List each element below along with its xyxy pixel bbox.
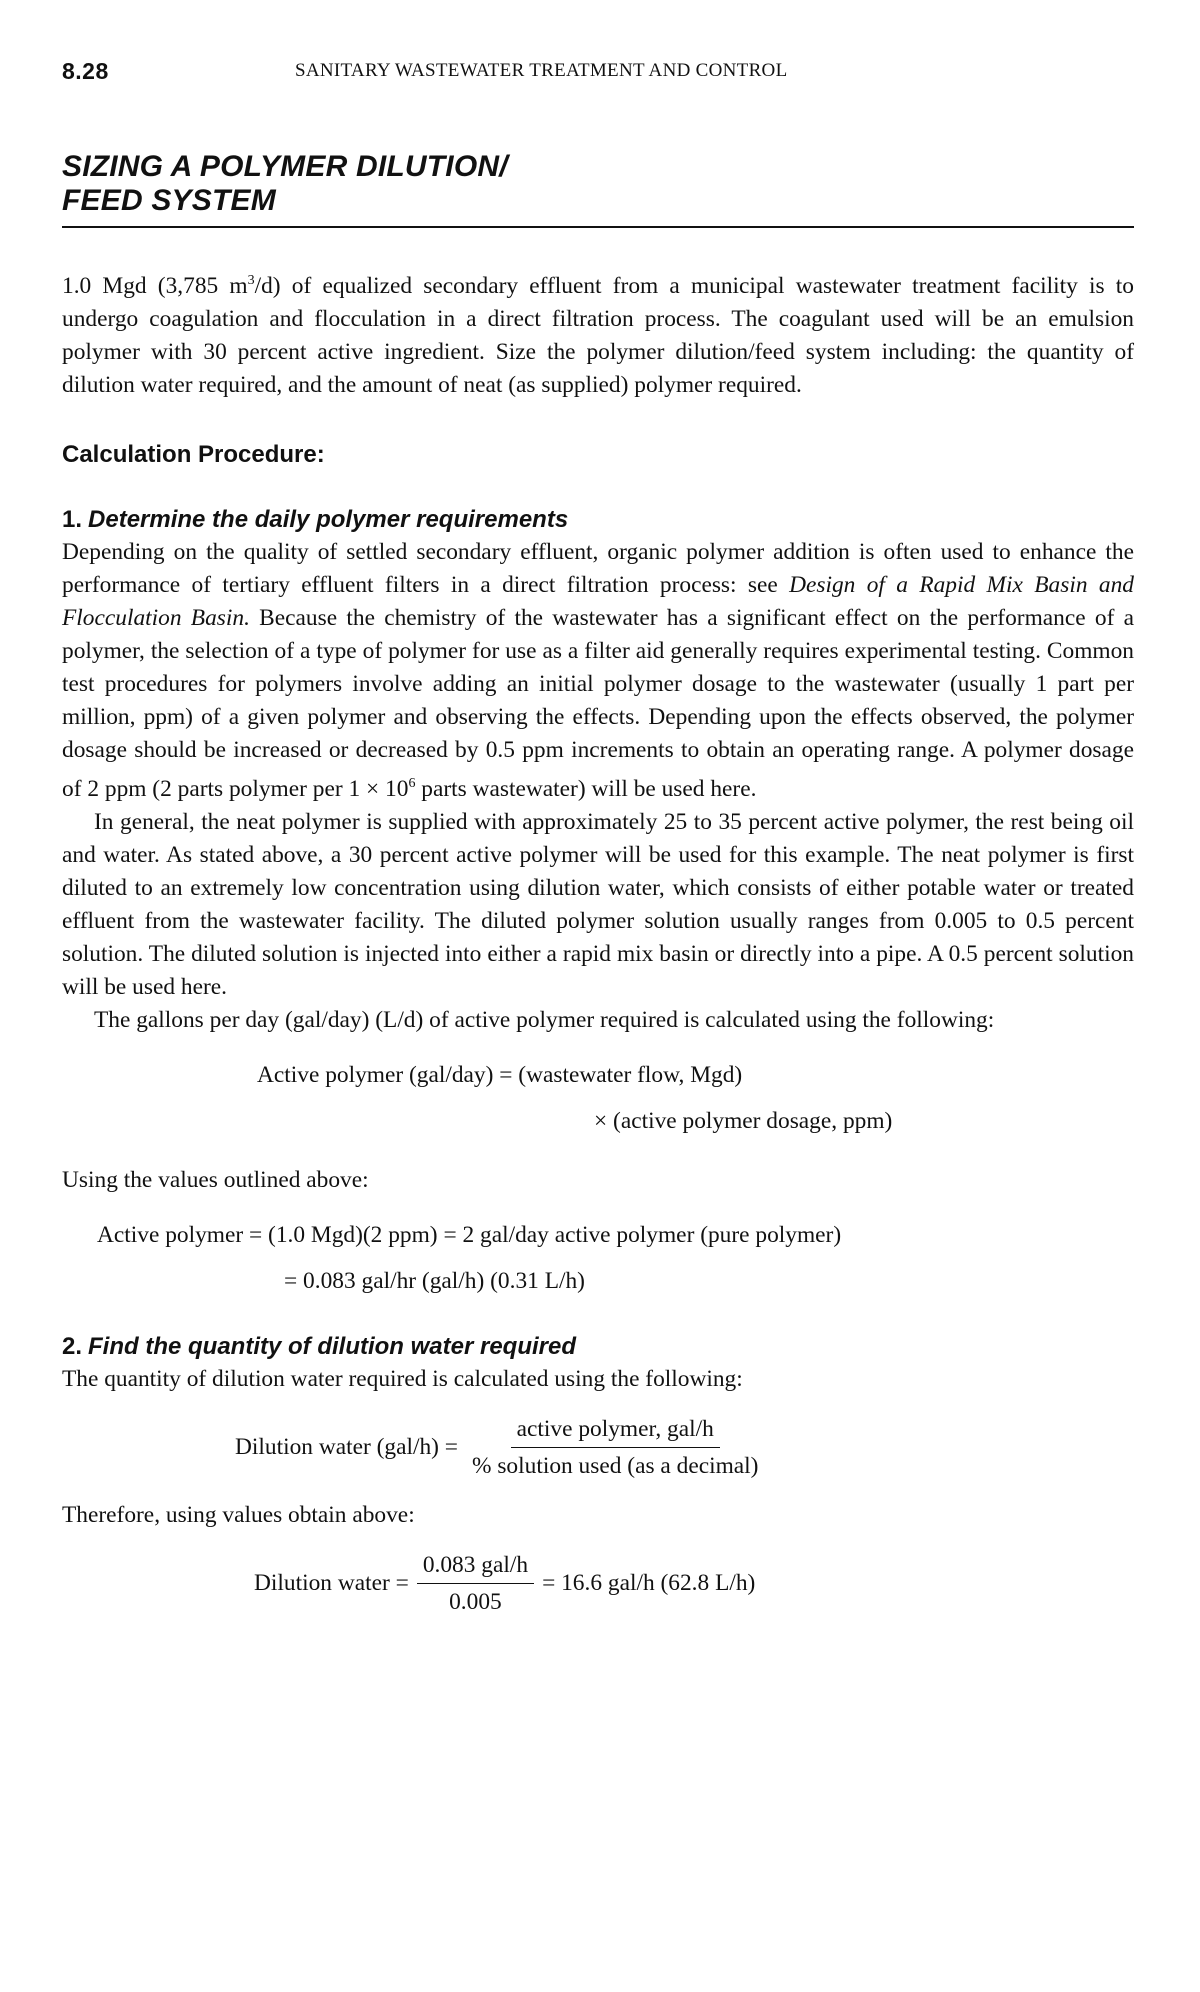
step-2-heading — [62, 1330, 1134, 1363]
equation-result: = 16.6 gal/h (62.8 L/h) — [542, 1569, 756, 1596]
procedure-heading: Calculation Procedure: — [62, 440, 325, 468]
fraction — [466, 1414, 764, 1481]
step-1-heading — [62, 503, 1134, 536]
intro-paragraph: 1.0 Mgd (3,785 $m^3/d$) of equalized secondary effluent from a municipal wastewater treatment facility is to undergo coagulation and flocculation in a direct filtration process. The coagulant used will be an emulsion polymer with 30 percent active ingredient. Size the polymer dilution/feed system including: the quantity of dilution water required, and the amount of neat (as supplied) polymer required. — [62, 272, 1134, 398]
step-1-paragraph-3: The gallons per day (gal/day) (L/d) of active polymer required is calculated using the following: — [94, 1006, 995, 1033]
step-2-title: Find the quantity of dilution water required — [88, 1332, 577, 1360]
running-title: SANITARY WASTEWATER TREATMENT AND CONTROL — [295, 60, 788, 81]
equation-active-polymer-line-2: × (active polymer dosage, ppm) — [594, 1107, 893, 1134]
step-1-title: Determine the daily polymer requirements — [88, 505, 569, 533]
running-header — [62, 58, 1134, 92]
fraction — [417, 1550, 534, 1617]
fraction-denominator: % solution used (as a decimal) — [472, 1452, 759, 1479]
step-1-paragraph-2: In general, the neat polymer is supplied with approximately 25 to 35 percent active polymer, the rest being oil and water. As stated above, a 30 percent active polymer will be used for this example. The neat polymer is first diluted to an extremely low concentration using dilution water, which consists of either potable water or treated effluent from the wastewater facility. The diluted polymer solution usually ranges from 0.005 to 0.5 percent solution. The diluted solution is injected into either a rapid mix basin or directly into a pipe. A 0.5 percent solution will be used here. — [62, 808, 1134, 1000]
section-title-line-1: SIZING A POLYMER DILUTION/ — [62, 150, 508, 183]
equation-dilution-water-formula — [62, 1414, 1134, 1481]
step-1-number: 1. — [62, 505, 83, 533]
step-1-paragraph-1: Depending on the quality of settled secondary effluent, organic polymer addition is often used to enhance the performance of tertiary effluent filters in a direct filtration process: see Design of a Rapid Mix Basin and Flocculation Basin. Because the chemistry of the wastewater has a significant effect on the performance of a polymer, the selection of a type of polymer for use as a filter aid generally requires experimental testing. Common test procedures for polymers involve adding an initial polymer dosage to the wastewater (usually 1 part per million, ppm) of a given polymer and observing the effects. Depending upon the effects observed, the polymer dosage should be increased or decreased by 0.5 ppm increments to obtain an operating range. A polymer dosage of 2 ppm (2 parts polymer per $1 \times 10^6$ parts wastewater) will be used here. — [62, 538, 1134, 802]
fraction-numerator: 0.083 gal/h — [417, 1550, 534, 1584]
fraction-denominator: 0.005 — [449, 1588, 502, 1615]
section-title-line-2: FEED SYSTEM — [62, 184, 276, 217]
step-2-number: 2. — [62, 1332, 83, 1360]
equation-lhs: Dilution water = — [254, 1569, 409, 1596]
fraction-numerator: active polymer, gal/h — [511, 1414, 720, 1448]
equation-lhs: Dilution water (gal/h) = — [235, 1433, 458, 1460]
document-page — [62, 58, 1134, 1617]
using-values-text: Using the values outlined above: — [62, 1166, 369, 1193]
equation-active-polymer-value-line-2: = 0.083 gal/hr (gal/h) (0.31 L/h) — [284, 1267, 585, 1294]
step-2-intro: The quantity of dilution water required is calculated using the following: — [62, 1365, 743, 1392]
therefore-text: Therefore, using values obtain above: — [62, 1501, 415, 1528]
page-number: 8.28 — [62, 58, 109, 84]
section-title — [62, 150, 1134, 228]
equation-dilution-water-value — [62, 1550, 1134, 1617]
equation-active-polymer-line-1: Active polymer (gal/day) = (wastewater flow, Mgd) — [257, 1061, 743, 1088]
equation-active-polymer-value-line-1: Active polymer = (1.0 Mgd)(2 ppm) = 2 gal/day active polymer (pure polymer) — [97, 1221, 842, 1248]
